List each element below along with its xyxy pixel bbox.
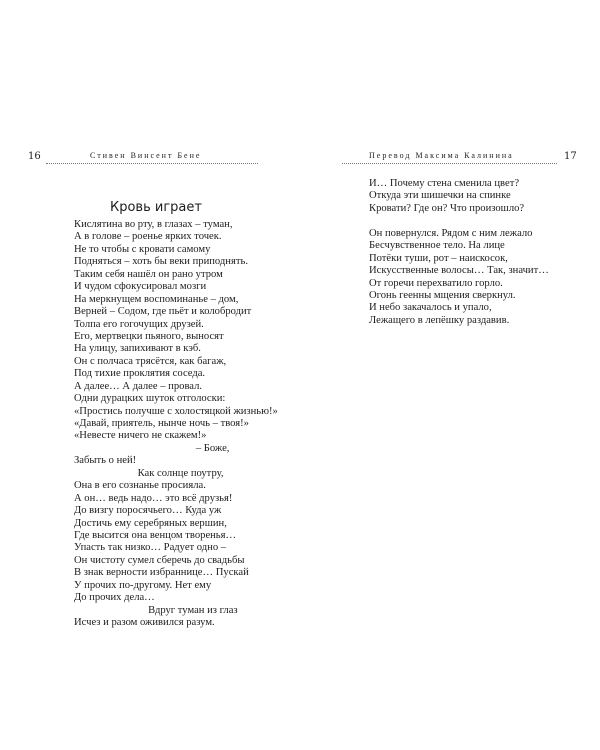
- verse-line: Где высится она венцом творенья…: [74, 529, 237, 541]
- verse-line: Потёки туши, рот – наискосок,: [369, 252, 508, 264]
- verse-line: Кислятина во рту, в глазах – туман,: [74, 219, 233, 230]
- poem-text: [74, 219, 278, 629]
- verse-line: Лежащего в лепёшку раздавив.: [369, 314, 510, 326]
- verse-line: У прочих по-другому. Нет ему: [74, 579, 212, 591]
- header-divider: [46, 163, 258, 164]
- verse-line: А в голове – роенье ярких точек.: [74, 231, 222, 243]
- verse-line: Под тихие проклятия соседа.: [74, 368, 206, 380]
- verse-line: Он чистоту сумел сберечь до свадьбы: [74, 554, 245, 566]
- verse-line: Толпа его гогочущих друзей.: [74, 318, 204, 330]
- verse-line: «Давай, приятель, нынче ночь – твоя!»: [74, 418, 249, 429]
- verse-line: Огонь геенны мщения сверкнул.: [369, 289, 516, 301]
- verse-line: До визгу поросячьего… Куда уж: [74, 505, 222, 517]
- verse-line: Вдруг туман из глаз: [74, 604, 238, 616]
- verse-line: Он с полчаса трясётся, как багаж,: [74, 355, 227, 367]
- verse-line: От горечи перехватило горло.: [369, 277, 503, 289]
- verse-line: На улицу, запихивают в кэб.: [74, 343, 201, 355]
- verse-line: Забыть о ней!: [74, 455, 137, 467]
- verse-line: Достичь ему серебряных вершин,: [74, 517, 227, 529]
- verse-line: «Невесте ничего не скажем!»: [74, 430, 207, 442]
- verse-line: Таким себя нашёл он рано утром: [74, 268, 223, 280]
- verse-line: И чудом сфокусировал мозги: [74, 281, 207, 293]
- verse-line: Искусственные волосы… Так, значит…: [369, 265, 549, 277]
- page-number: 17: [564, 151, 577, 162]
- verse-line: А он… ведь надо… это всё друзья!: [74, 492, 233, 504]
- verse-line: Бесчувственное тело. На лице: [369, 240, 505, 252]
- verse-line: Откуда эти шишечки на спинке: [369, 190, 511, 202]
- verse-line: Кровати? Где он? Что произошло?: [369, 202, 525, 214]
- verse-line: Он повернулся. Рядом с ним лежало: [369, 227, 533, 239]
- verse-line: На меркнущем воспоминанье – дом,: [74, 293, 239, 305]
- running-head-translator: Перевод Максима Калинина: [369, 151, 514, 160]
- verse-line: «Простись получше с холостяцкой жизнью!»: [74, 405, 278, 417]
- verse-line: Его, мертвецки пьяного, выносят: [74, 330, 224, 342]
- header-divider: [342, 163, 557, 164]
- verse-line: Верней – Содом, где пьёт и колобродит: [74, 306, 252, 318]
- verse-line: – Боже,: [74, 442, 230, 454]
- verse-line: А далее… А далее – провал.: [74, 380, 203, 392]
- verse-line: Одни дурацких шуток отголоски:: [74, 393, 226, 405]
- poem-text-continued: [369, 178, 549, 327]
- verse-line: Она в его сознанье просияла.: [74, 480, 206, 492]
- verse-line: В знак верности избраннице… Пускай: [74, 567, 249, 579]
- verse-line: Не то чтобы с кровати самому: [74, 243, 211, 255]
- verse-line: Подняться – хоть бы веки приподнять.: [74, 256, 248, 268]
- stanza-break: [369, 215, 549, 227]
- verse-line: Исчез и разом оживился разум.: [74, 617, 215, 628]
- running-head-author: Стивен Винсент Бене: [90, 151, 202, 160]
- poem-title: Кровь играет: [110, 200, 202, 215]
- verse-line: Упасть так низко… Радует одно –: [74, 542, 227, 554]
- verse-line: И небо закачалось и упало,: [369, 302, 492, 314]
- right-page: [300, 0, 600, 750]
- page-number: 16: [28, 151, 41, 162]
- verse-line: И… Почему стена сменила цвет?: [369, 178, 520, 189]
- verse-line: Как солнце поутру,: [74, 467, 224, 479]
- verse-line: До прочих дела…: [74, 592, 155, 604]
